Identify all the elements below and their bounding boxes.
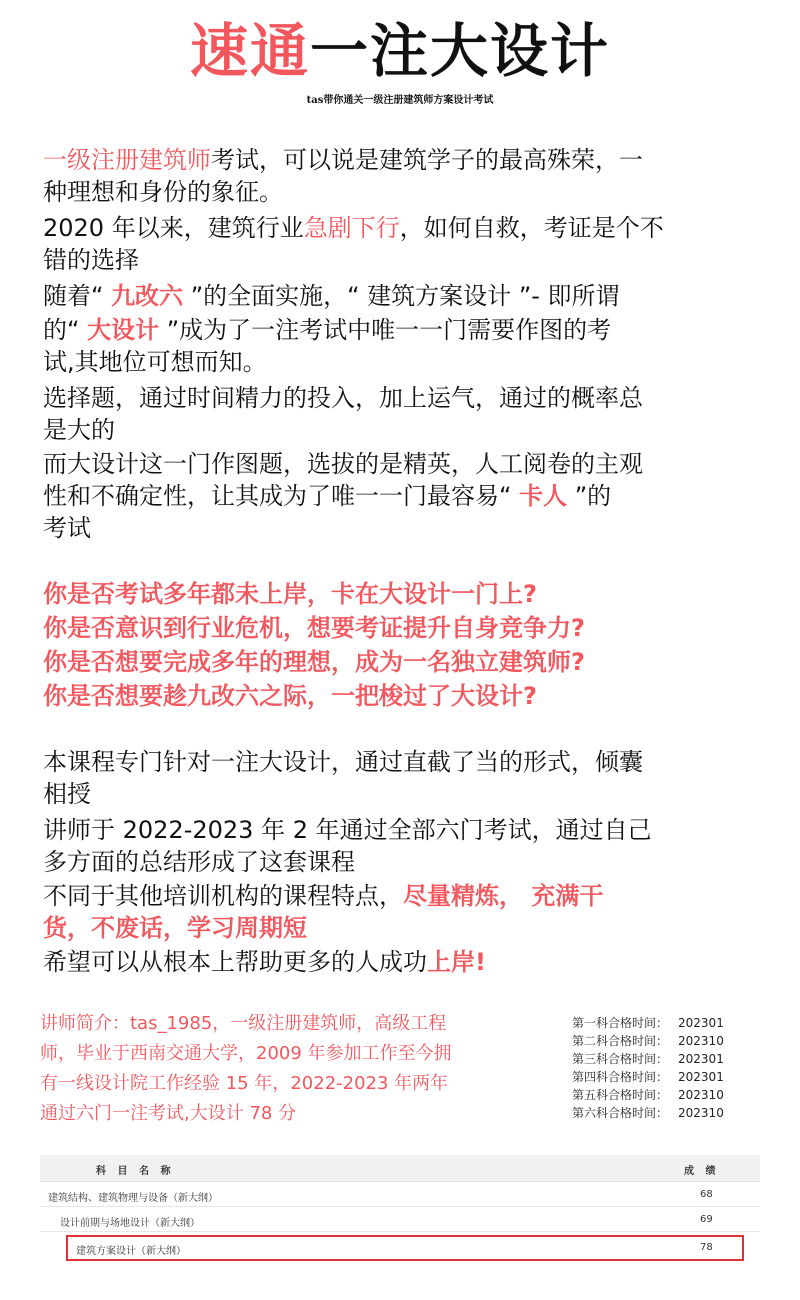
intro-line-8: 选择题，通过时间精力的投入，加上运气，通过的概率总 [43, 384, 643, 412]
pass-time-value: 202301 [678, 1016, 724, 1030]
text: ”的全面实施，“ 建筑方案设计 ”- 即所谓 [183, 282, 620, 310]
pass-time-label: 第二科合格时间： [572, 1034, 669, 1048]
pass-time-value: 202310 [678, 1088, 724, 1102]
pass-time-label: 第六科合格时间： [572, 1106, 669, 1120]
table-row [40, 1207, 760, 1232]
text: ，如何自救，考证是个不 [399, 214, 664, 242]
table-row [40, 1182, 760, 1207]
score-table-header [40, 1155, 760, 1182]
header-score: 成 绩 [684, 1166, 720, 1177]
instructor-bio [40, 1009, 540, 1129]
pass-time-label: 第一科合格时间： [572, 1016, 669, 1030]
text: 考试，可以说是建筑学子的最高殊荣，一 [211, 146, 643, 174]
text: 随着“ [43, 282, 112, 310]
subject-name: 建筑方案设计（新大纲） [76, 1246, 186, 1257]
title-main: 一注大设计 [310, 17, 611, 85]
pass-time-label: 第五科合格时间： [572, 1088, 669, 1102]
highlight-box [66, 1235, 744, 1261]
pass-times-list [572, 1014, 772, 1122]
pass-time-value: 202301 [678, 1070, 724, 1084]
subject-name: 设计前期与场地设计（新大纲） [60, 1218, 200, 1229]
course-line-1: 本课程专门针对一注大设计，通过直截了当的形式，倾囊 [43, 748, 643, 776]
course-line-6: 货，不废话，学习周期短 [43, 914, 307, 942]
course-line-5 [43, 880, 759, 912]
pass-time-row [572, 1032, 772, 1050]
intro-line-5 [43, 280, 759, 312]
course-line-4: 多方面的总结形成了这套课程 [43, 848, 355, 876]
instructor-line-2: 师，毕业于西南交通大学，2009 年参加工作至今拥 [40, 1043, 452, 1064]
intro-line-4: 错的选择 [43, 246, 139, 274]
pass-time-value: 202310 [678, 1106, 724, 1120]
highlight-text: 尽量精炼， 充满干 [403, 882, 604, 910]
instructor-line-3: 有一线设计院工作经验 15 年，2022-2023 年两年 [40, 1073, 449, 1094]
pass-time-row [572, 1086, 772, 1104]
highlight-text: 卡人 [519, 482, 568, 510]
question-1: 你是否考试多年都未上岸，卡在大设计一门上? [43, 580, 537, 608]
pass-time-label: 第四科合格时间： [572, 1070, 669, 1084]
subject-score: 68 [700, 1189, 713, 1200]
course-line-7 [43, 946, 759, 978]
instructor-line-1: 讲师简介：tas_1985，一级注册建筑师，高级工程 [40, 1013, 447, 1034]
intro-line-12: 考试 [43, 514, 91, 542]
question-3: 你是否想要完成多年的理想，成为一名独立建筑师? [43, 648, 585, 676]
pass-time-row [572, 1104, 772, 1122]
header-subject: 科 目 名 称 [96, 1166, 175, 1177]
highlight-text: 急剧下行 [303, 214, 400, 242]
course-line-2: 相授 [43, 780, 91, 808]
subject-score: 69 [700, 1214, 713, 1225]
pass-time-value: 202310 [678, 1034, 724, 1048]
text: ”成为了一注考试中唯一一门需要作图的考 [159, 316, 612, 344]
text: 的“ [43, 316, 88, 344]
question-2: 你是否意识到行业危机，想要考证提升自身竞争力? [43, 614, 585, 642]
text: 不同于其他培训机构的课程特点， [43, 882, 403, 910]
text: 2020 年以来，建筑行业 [43, 214, 304, 242]
intro-line-1 [43, 144, 759, 176]
intro-line-9: 是大的 [43, 416, 115, 444]
text: ”的 [567, 482, 612, 510]
text: 希望可以从根本上帮助更多的人成功 [43, 948, 427, 976]
intro-line-2: 种理想和身份的象征。 [43, 178, 283, 206]
intro-line-3 [43, 212, 759, 244]
highlight-text: 一级注册建筑师 [43, 146, 211, 174]
question-4: 你是否想要趁九改六之际，一把梭过了大设计? [43, 682, 537, 710]
pass-time-row [572, 1050, 772, 1068]
pass-time-row [572, 1014, 772, 1032]
text: 性和不确定性，让其成为了唯一一门最容易“ [43, 482, 520, 510]
pass-time-row [572, 1068, 772, 1086]
highlight-text: 九改六 [111, 282, 184, 310]
intro-line-11 [43, 480, 759, 512]
subject-score: 78 [700, 1242, 713, 1253]
course-line-3: 讲师于 2022-2023 年 2 年通过全部六门考试，通过自己 [43, 816, 652, 844]
score-table [40, 1155, 760, 1265]
title-highlight: 速通 [189, 17, 310, 85]
page-subtitle: tas带你通关一级注册建筑师方案设计考试 [306, 95, 494, 106]
instructor-line-4: 通过六门一注考试,大设计 78 分 [40, 1103, 297, 1124]
pass-time-label: 第三科合格时间： [572, 1052, 669, 1066]
highlight-text: 上岸! [427, 948, 486, 976]
intro-line-10: 而大设计这一门作图题，选拔的是精英，人工阅卷的主观 [43, 450, 643, 478]
subject-name: 建筑结构、建筑物理与设备（新大纲） [48, 1193, 218, 1204]
page-title [0, 14, 800, 88]
intro-line-6 [43, 314, 759, 346]
pass-time-value: 202301 [678, 1052, 724, 1066]
intro-line-7: 试,其地位可想而知。 [43, 348, 267, 376]
highlight-text: 大设计 [87, 316, 160, 344]
